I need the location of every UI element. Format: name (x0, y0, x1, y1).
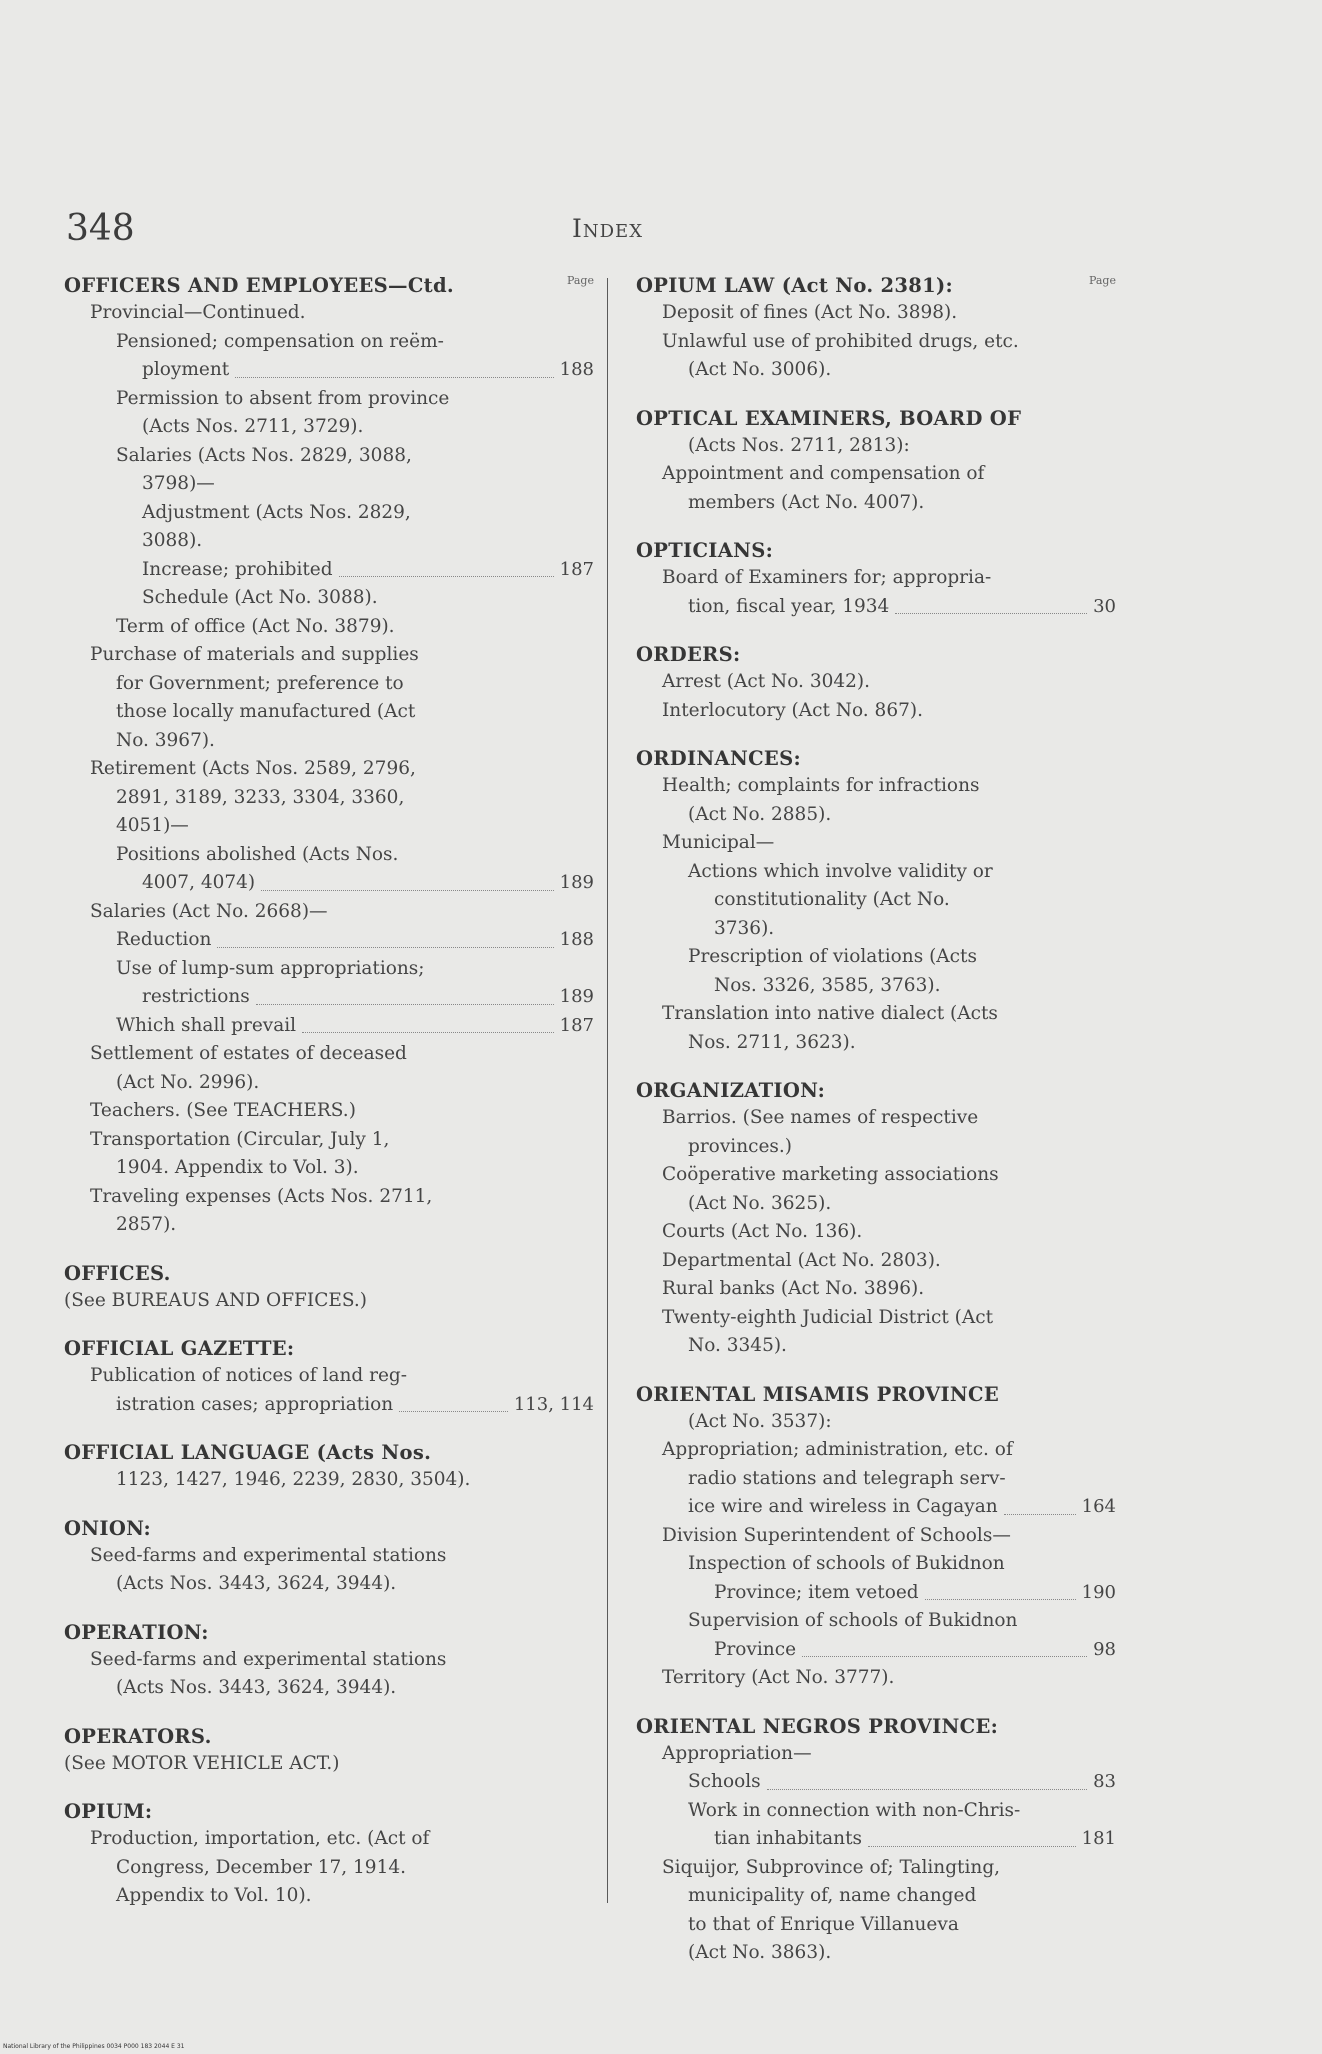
subentry-text: (See BUREAUS AND OFFICES.) (64, 1289, 367, 1311)
index-subentry (636, 1579, 1116, 1608)
subentry-text: (Act No. 2996). (116, 1071, 260, 1093)
subentry-text: for Government; preference to (116, 672, 404, 694)
subentry-text: constitutionality (Act No. (714, 889, 950, 910)
subentry-text: (Act No. 3863). (688, 1942, 832, 1963)
index-subentry (64, 926, 594, 955)
index-subentry (636, 1825, 1116, 1854)
page-reference: 187 (559, 1014, 594, 1036)
page-reference: 189 (559, 986, 594, 1007)
subentry-text: Transportation (Circular, July 1, (90, 1128, 390, 1150)
subentry-text: Board of Examiners for; appropria- (662, 567, 992, 588)
index-entry (636, 272, 1116, 385)
index-subentry (636, 1304, 1116, 1333)
subentry-text: istration cases; appropriation (116, 1393, 394, 1415)
index-subentry (636, 1218, 1116, 1247)
index-subentry (636, 1740, 1116, 1769)
index-subentry (636, 1882, 1116, 1911)
dot-leader (868, 1846, 1076, 1847)
index-subentry (636, 1522, 1116, 1551)
index-subentry (64, 1040, 594, 1069)
subentry-text: Schedule (Act No. 3088). (142, 587, 378, 608)
entry-heading: ORGANIZATION: (636, 1079, 826, 1102)
index-subentry (636, 1939, 1116, 1968)
index-subentry (636, 915, 1116, 944)
index-subentry (64, 727, 594, 756)
index-subentry (64, 1211, 594, 1240)
subentry-text: (Acts Nos. 2711, 2813): (688, 434, 910, 456)
dot-leader (767, 1789, 1087, 1790)
subentry-text: Use of lump-sum appropriations; (116, 957, 425, 979)
index-subentry (64, 470, 594, 499)
index-subentry (64, 670, 594, 699)
index-entry (64, 1439, 594, 1495)
subentry-text: Nos. 2711, 3623). (688, 1031, 856, 1053)
subentry-text: (Act No. 2885). (688, 803, 832, 825)
subentry-text: Production, importation, etc. (Act of (90, 1828, 430, 1849)
subentry-text: Salaries (Acts Nos. 2829, 3088, (116, 444, 412, 466)
subentry-text: Teachers. (See TEACHERS.) (90, 1100, 356, 1121)
index-subentry (636, 943, 1116, 972)
dot-leader (217, 947, 553, 948)
index-column-right (636, 272, 1116, 1988)
index-subentry (636, 886, 1116, 915)
index-subentry (64, 1069, 594, 1098)
index-entry (64, 1798, 594, 1911)
dot-leader (1004, 1514, 1076, 1515)
subentry-text: Work in connection with non-Chris- (688, 1799, 1021, 1821)
entry-heading: OFFICIAL GAZETTE: (64, 1337, 295, 1360)
index-subentry (636, 1550, 1116, 1579)
subentry-text: Siquijor, Subprovince of; Talingting, (662, 1856, 1001, 1878)
page-reference: 188 (559, 929, 594, 950)
index-subentry (636, 328, 1116, 357)
subentry-text: Rural banks (Act No. 3896). (662, 1278, 925, 1299)
index-subentry (636, 1247, 1116, 1276)
subentry-text: Supervision of schools of Bukidnon (688, 1610, 1018, 1631)
index-subentry (64, 1882, 594, 1911)
dot-leader (302, 1032, 554, 1033)
subentry-text: (Act No. 3625). (688, 1192, 832, 1214)
index-subentry (64, 1854, 594, 1883)
column-divider (607, 278, 608, 1903)
index-subentry (64, 1466, 594, 1495)
index-subentry (64, 898, 594, 927)
index-column-left (64, 272, 594, 1931)
index-subentry (636, 1797, 1116, 1826)
index-subentry (636, 564, 1116, 593)
subentry-text: 1123, 1427, 1946, 2239, 2830, 3504). (116, 1469, 471, 1490)
index-subentry (64, 641, 594, 670)
entry-heading: OPIUM: (64, 1800, 153, 1823)
index-subentry (64, 1012, 594, 1041)
index-subentry (64, 983, 594, 1012)
entry-heading: OPTICIANS: (636, 539, 774, 562)
index-subentry (636, 1664, 1116, 1693)
subentry-text: (Acts Nos. 3443, 3624, 3944). (116, 1677, 397, 1698)
subentry-text: Province; item vetoed (714, 1581, 919, 1603)
index-subentry (64, 556, 594, 585)
subentry-text: Inspection of schools of Bukidnon (688, 1553, 1005, 1574)
index-subentry (636, 1436, 1116, 1465)
page-reference: 30 (1093, 595, 1116, 617)
subentry-text: Schools (688, 1771, 761, 1792)
index-subentry (64, 1183, 594, 1212)
page-reference: 181 (1081, 1828, 1116, 1849)
subentry-text: Appropriation— (662, 1742, 812, 1764)
subentry-text: No. 3967). (116, 729, 215, 751)
subentry-text: Twenty-eighth Judicial District (Act (662, 1306, 994, 1328)
subentry-text: Interlocutory (Act No. 867). (662, 699, 923, 721)
index-subentry (636, 858, 1116, 887)
entry-heading: OPERATORS. (64, 1724, 212, 1748)
subentry-text: municipality of, name changed (688, 1885, 977, 1906)
index-subentry (64, 1097, 594, 1126)
subentry-text: Settlement of estates of deceased (90, 1043, 407, 1064)
entry-heading: ORIENTAL NEGROS PROVINCE: (636, 1714, 999, 1738)
index-subentry (64, 841, 594, 870)
index-subentry (636, 1275, 1116, 1304)
page-reference: 98 (1093, 1638, 1116, 1660)
subentry-text: Term of office (Act No. 3879). (116, 615, 395, 637)
index-subentry (636, 801, 1116, 830)
index-subentry (64, 1825, 594, 1854)
index-subentry (636, 972, 1116, 1001)
index-subentry (636, 1029, 1116, 1058)
subentry-text: 4051)— (116, 815, 189, 836)
index-subentry (64, 584, 594, 613)
page-reference: 83 (1093, 1771, 1116, 1792)
subentry-text: restrictions (142, 986, 250, 1007)
index-subentry (636, 697, 1116, 726)
index-subentry (636, 432, 1116, 461)
index-subentry (636, 1332, 1116, 1361)
dot-leader (235, 377, 553, 378)
index-entry (64, 1335, 594, 1419)
subentry-text: those locally manufactured (Act (116, 701, 416, 722)
index-subentry (64, 442, 594, 471)
entry-heading: ORIENTAL MISAMIS PROVINCE (636, 1382, 1000, 1406)
subentry-text: (Acts Nos. 3443, 3624, 3944). (116, 1573, 397, 1594)
index-entry (636, 1077, 1116, 1361)
index-subentry (636, 489, 1116, 518)
subentry-text: Prescription of violations (Acts (688, 946, 977, 967)
subentry-text: Provincial—Continued. (90, 302, 306, 323)
subentry-text: Arrest (Act No. 3042). (662, 671, 870, 692)
index-subentry (64, 698, 594, 727)
page-reference: 164 (1081, 1496, 1116, 1517)
index-subentry (636, 460, 1116, 489)
subentry-text: No. 3345). (688, 1335, 787, 1356)
subentry-text: tian inhabitants (714, 1828, 863, 1849)
subentry-text: Seed-farms and experimental stations (90, 1544, 447, 1566)
index-subentry (636, 1493, 1116, 1522)
subentry-text: (Act No. 3006). (688, 359, 832, 380)
index-subentry (636, 299, 1116, 328)
index-subentry (636, 1161, 1116, 1190)
subentry-text: 3798)— (142, 473, 215, 494)
subentry-text: Coöperative marketing associations (662, 1164, 999, 1185)
index-subentry (64, 1570, 594, 1599)
subentry-text: ice wire and wireless in Cagayan (688, 1496, 998, 1517)
index-subentry (64, 1154, 594, 1183)
dot-leader (925, 1599, 1076, 1600)
index-subentry (64, 812, 594, 841)
index-entry (636, 405, 1116, 518)
index-subentry (636, 1768, 1116, 1797)
subentry-text: (See MOTOR VEHICLE ACT.) (64, 1752, 340, 1774)
subentry-text: 2857). (116, 1214, 177, 1235)
index-subentry (64, 527, 594, 556)
dot-leader (399, 1411, 508, 1412)
index-subentry (64, 1542, 594, 1571)
index-entry (64, 1619, 594, 1703)
subentry-text: ployment (142, 359, 230, 380)
subentry-text: Appointment and compensation of (662, 463, 985, 484)
index-subentry (636, 356, 1116, 385)
index-subentry (64, 385, 594, 414)
entry-heading: OFFICERS AND EMPLOYEES—Ctd. (64, 274, 454, 297)
subentry-text: Which shall prevail (116, 1014, 297, 1036)
index-subentry (636, 1190, 1116, 1219)
index-subentry (64, 1391, 594, 1420)
subentry-text: Reduction (116, 929, 212, 950)
subentry-text: Departmental (Act No. 2803). (662, 1249, 941, 1271)
index-subentry (64, 613, 594, 642)
index-subentry (636, 1911, 1116, 1940)
index-entry (64, 272, 594, 1240)
subentry-text: Positions abolished (Acts Nos. (116, 843, 399, 865)
index-subentry (64, 784, 594, 813)
index-subentry (64, 356, 594, 385)
index-subentry (64, 499, 594, 528)
index-entry (636, 537, 1116, 621)
subentry-text: Territory (Act No. 3777). (662, 1667, 895, 1688)
subentry-text: 3736). (714, 917, 775, 939)
index-subentry (636, 1000, 1116, 1029)
index-subentry (636, 1465, 1116, 1494)
index-entry (64, 1260, 594, 1316)
dot-leader (256, 1004, 554, 1005)
index-entry (636, 1381, 1116, 1693)
subentry-text: to that of Enrique Villanueva (688, 1913, 959, 1935)
index-subentry (64, 755, 594, 784)
page-header: Index (572, 214, 644, 243)
subentry-text: Division Superintendent of Schools— (662, 1524, 1011, 1546)
entry-heading: ORDINANCES: (636, 747, 801, 770)
index-subentry (64, 869, 594, 898)
entry-heading: OPTICAL EXAMINERS, BOARD OF (636, 406, 1022, 430)
index-entry (636, 641, 1116, 725)
subentry-text: radio stations and telegraph serv- (688, 1467, 1006, 1489)
page-column-label: Page (566, 274, 594, 287)
entry-heading: OPIUM LAW (Act No. 2381): (636, 274, 953, 297)
index-subentry (636, 1636, 1116, 1665)
index-entry (64, 1515, 594, 1599)
index-subentry (64, 1646, 594, 1675)
scan-credit: National Library of the Philippines 0034 P000 183 2044 E 31 (3, 2043, 185, 2050)
index-subentry (64, 1362, 594, 1391)
page-reference: 188 (559, 359, 594, 380)
subentry-text: Permission to absent from province (116, 387, 450, 409)
subentry-text: Barrios. (See names of respective (662, 1107, 979, 1128)
index-subentry (64, 328, 594, 357)
subentry-text: Adjustment (Acts Nos. 2829, (142, 501, 411, 523)
page-reference: 189 (559, 872, 594, 893)
index-subentry (636, 1133, 1116, 1162)
index-subentry (64, 955, 594, 984)
index-subentry (636, 829, 1116, 858)
entry-heading: OPERATION: (64, 1620, 209, 1644)
subentry-text: 1904. Appendix to Vol. 3). (116, 1157, 359, 1178)
dot-leader (895, 613, 1087, 614)
index-subentry (64, 1674, 594, 1703)
subentry-text: members (Act No. 4007). (688, 491, 925, 513)
index-entry (636, 1713, 1116, 1968)
index-subentry (636, 772, 1116, 801)
subentry-text: Appendix to Vol. 10). (116, 1885, 312, 1906)
index-subentry (636, 593, 1116, 622)
index-subentry (64, 1750, 594, 1779)
subentry-text: 2891, 3189, 3233, 3304, 3360, (116, 786, 405, 808)
index-subentry (636, 668, 1116, 697)
subentry-text: Retirement (Acts Nos. 2589, 2796, (90, 758, 416, 779)
index-subentry (636, 1408, 1116, 1437)
subentry-text: Municipal— (662, 832, 775, 853)
subentry-text: Purchase of materials and supplies (90, 644, 419, 665)
subentry-text: Province (714, 1638, 797, 1660)
index-entry (64, 1723, 594, 1779)
subentry-text: Actions which involve validity or (688, 860, 993, 882)
subentry-text: (Acts Nos. 2711, 3729). (142, 416, 364, 437)
subentry-text: Traveling expenses (Acts Nos. 2711, (90, 1185, 433, 1207)
index-subentry (64, 413, 594, 442)
entry-heading: OFFICIAL LANGUAGE (Acts Nos. (64, 1441, 432, 1464)
dot-leader (339, 576, 554, 577)
dot-leader (802, 1656, 1087, 1657)
entry-heading: ONION: (64, 1516, 152, 1540)
subentry-text: (Act No. 3537): (688, 1410, 832, 1432)
page-reference: 187 (559, 558, 594, 580)
index-subentry (636, 1607, 1116, 1636)
index-subentry (636, 1854, 1116, 1883)
subentry-text: Translation into native dialect (Acts (662, 1003, 998, 1024)
subentry-text: Nos. 3326, 3585, 3763). (714, 974, 941, 996)
subentry-text: Congress, December 17, 1914. (116, 1856, 407, 1878)
index-subentry (636, 1104, 1116, 1133)
subentry-text: Health; complaints for infractions (662, 775, 980, 796)
subentry-text: tion, fiscal year, 1934 (688, 595, 890, 617)
subentry-text: 3088). (142, 530, 203, 551)
subentry-text: Unlawful use of prohibited drugs, etc. (662, 330, 1019, 352)
subentry-text: Increase; prohibited (142, 558, 333, 580)
subentry-text: Salaries (Act No. 2668)— (90, 900, 328, 922)
subentry-text: Seed-farms and experimental stations (90, 1648, 447, 1670)
page-reference: 190 (1081, 1581, 1116, 1603)
index-entry (636, 745, 1116, 1057)
dot-leader (261, 890, 553, 891)
entry-heading: OFFICES. (64, 1261, 171, 1285)
index-subentry (64, 299, 594, 328)
page-reference: 113, 114 (513, 1393, 594, 1415)
subentry-text: Courts (Act No. 136). (662, 1221, 863, 1242)
index-subentry (64, 1287, 594, 1316)
subentry-text: Appropriation; administration, etc. of (662, 1439, 1013, 1460)
subentry-text: Publication of notices of land reg- (90, 1365, 408, 1386)
page-number: 348 (66, 208, 135, 249)
subentry-text: provinces.) (688, 1135, 793, 1157)
subentry-text: 4007, 4074) (142, 872, 256, 893)
subentry-text: Pensioned; compensation on reëm- (116, 330, 444, 352)
index-subentry (64, 1126, 594, 1155)
subentry-text: Deposit of fines (Act No. 3898). (662, 302, 958, 323)
page-column-label: Page (1088, 274, 1116, 287)
entry-heading: ORDERS: (636, 643, 741, 666)
